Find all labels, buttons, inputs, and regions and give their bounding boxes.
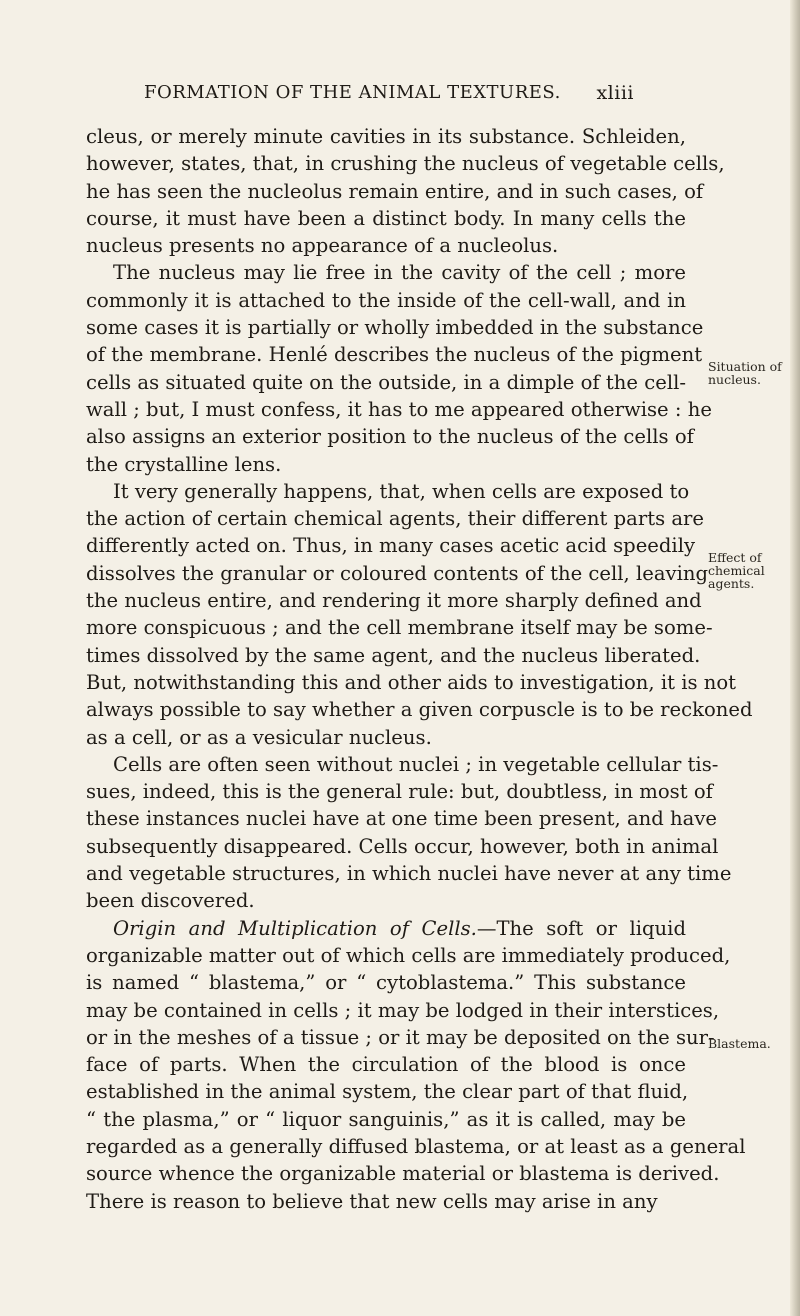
text-line: is named “ blastema,” or “ cytoblastema.” This substance (86, 971, 686, 995)
margin-note-line: Blastema. (708, 1036, 771, 1051)
margin-note-line: Effect of (708, 550, 762, 565)
text-line: differently acted on. Thus, in many cases acetic acid speedily (86, 534, 696, 558)
text-line: or in the meshes of a tissue ; or it may be deposited on the sur- (86, 1025, 715, 1049)
text-line: face of parts. When the circulation of the blood is once (86, 1053, 686, 1077)
text-line: “ the plasma,” or “ liquor sanguinis,” as it is called, may be (86, 1107, 686, 1131)
text-line: times dissolved by the same agent, and the nucleus liberated. (86, 643, 701, 667)
paragraph (86, 751, 732, 915)
text-line: source whence the organizable material or blastema is derived. (86, 1162, 720, 1186)
text-line: established in the animal system, the clear part of that fluid, (86, 1080, 689, 1104)
text-line: cells as situated quite on the outside, in a dimple of the cell- (86, 370, 686, 394)
text-line: sues, indeed, this is the general rule: but, doubtless, in most of (86, 780, 713, 804)
page-number: xliii (596, 82, 634, 104)
text-line: however, states, that, in crushing the nucleus of vegetable cells, (86, 152, 725, 176)
text-line: cleus, or merely minute cavities in its substance. Schleiden, (86, 125, 686, 148)
text-line: these instances nuclei have at one time been present, and have (86, 807, 717, 831)
text-line: It very generally happens, that, when cells are exposed to (113, 479, 690, 503)
text-line: dissolves the granular or coloured contents of the cell, leaving (86, 561, 709, 585)
text-line: the action of certain chemical agents, their different parts are (86, 507, 704, 531)
running-header (144, 82, 634, 103)
margin-note-blastema (708, 1037, 792, 1050)
running-title: FORMATION OF THE ANIMAL TEXTURES. (144, 82, 561, 103)
margin-note-line: Situation of (708, 359, 782, 374)
text-line: always possible to say whether a given corpuscle is to be reckoned (86, 698, 753, 722)
text-line: organizable matter out of which cells are immediately produced, (86, 943, 731, 967)
text-line: of the membrane. Henlé describes the nucleus of the pigment (86, 343, 703, 367)
text-line: subsequently disappeared. Cells occur, however, both in animal (86, 834, 719, 858)
text-line: been discovered. (86, 889, 255, 913)
text-line: some cases it is partially or wholly imbedded in the substance (86, 316, 704, 340)
text-line: may be contained in cells ; it may be lodged in their interstices, (86, 998, 720, 1022)
section-heading: Origin and Multiplication of Cells. (113, 916, 477, 940)
text-line: wall ; but, I must confess, it has to me appeared otherwise : he (86, 397, 712, 421)
text-line: nucleus presents no appearance of a nucleolus. (86, 234, 559, 258)
text-line: commonly it is attached to the inside of the cell-wall, and in (86, 288, 686, 312)
text-line (86, 915, 686, 942)
text-line: and vegetable structures, in which nuclei have never at any time (86, 862, 732, 886)
margin-note-line: agents. (708, 576, 755, 591)
paragraph (86, 259, 712, 477)
margin-note-line: chemical (708, 563, 765, 578)
text-line: the crystalline lens. (86, 452, 282, 476)
text-line: course, it must have been a distinct body. In many cells the (86, 206, 686, 230)
heading-continuation: —The soft or liquid (476, 916, 686, 940)
text-line: There is reason to believe that new cells may arise in any (86, 1189, 658, 1213)
text-line: the nucleus entire, and rendering it more sharply defined and (86, 589, 702, 613)
text-line: But, notwithstanding this and other aids to investigation, it is not (86, 670, 737, 694)
text-line: Cells are often seen without nuclei ; in vegetable cellular tis- (113, 752, 719, 776)
text-line: regarded as a generally diffused blastema, or at least as a general (86, 1134, 746, 1158)
margin-note-chemical (708, 551, 792, 590)
text-line: also assigns an exterior position to the nucleus of the cells of (86, 425, 694, 449)
text-line: he has seen the nucleolus remain entire, and in such cases, of (86, 179, 704, 203)
margin-note-line: nucleus. (708, 372, 761, 387)
paragraph (86, 915, 746, 1215)
text-line: more conspicuous ; and the cell membrane itself may be some- (86, 616, 713, 640)
text-line: The nucleus may lie free in the cavity of the cell ; more (113, 261, 686, 285)
text-line: as a cell, or as a vesicular nucleus. (86, 725, 432, 749)
margin-note-situation (708, 360, 792, 386)
page-edge (790, 0, 800, 1316)
paragraph (86, 123, 725, 259)
